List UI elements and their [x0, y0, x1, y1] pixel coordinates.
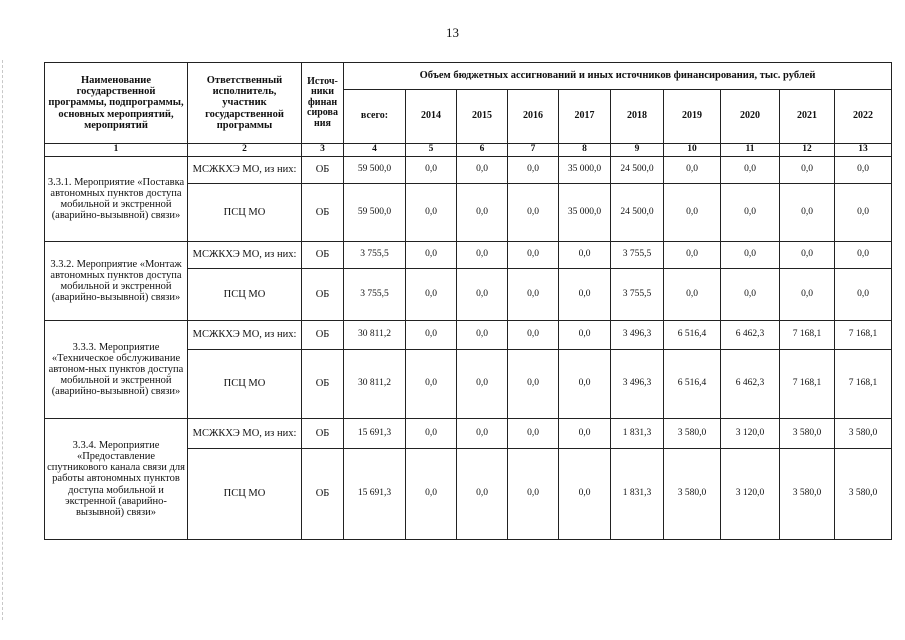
year-value-cell: 3 580,0: [780, 419, 835, 449]
header-year: 2016: [508, 90, 559, 144]
year-value-cell: 0,0: [721, 157, 780, 184]
year-value-cell: 3 580,0: [664, 449, 721, 540]
year-value-cell: 3 120,0: [721, 449, 780, 540]
column-number: 12: [780, 144, 835, 157]
column-number: 13: [835, 144, 892, 157]
year-value-cell: 3 580,0: [835, 419, 892, 449]
year-value-cell: 0,0: [559, 269, 611, 321]
column-number: 7: [508, 144, 559, 157]
year-value-cell: 0,0: [664, 157, 721, 184]
table-row: [45, 242, 892, 269]
executor-cell: ПСЦ МО: [188, 184, 302, 242]
executor-cell: ПСЦ МО: [188, 269, 302, 321]
year-value-cell: 0,0: [457, 350, 508, 419]
year-value-cell: 0,0: [406, 269, 457, 321]
header-year: 2017: [559, 90, 611, 144]
year-value-cell: 7 168,1: [835, 321, 892, 350]
year-value-cell: 0,0: [508, 321, 559, 350]
year-value-cell: 0,0: [457, 242, 508, 269]
year-value-cell: 0,0: [559, 419, 611, 449]
year-value-cell: 0,0: [406, 321, 457, 350]
year-value-cell: 0,0: [457, 184, 508, 242]
year-value-cell: 35 000,0: [559, 184, 611, 242]
header-name: Наименование государственной программы, подпрограммы, основных мероприятий, мероприятий: [45, 63, 188, 144]
year-value-cell: 6 462,3: [721, 350, 780, 419]
year-value-cell: 0,0: [559, 449, 611, 540]
year-value-cell: 0,0: [406, 350, 457, 419]
year-value-cell: 0,0: [457, 419, 508, 449]
year-value-cell: 0,0: [664, 269, 721, 321]
page-number: 13: [446, 25, 459, 40]
year-value-cell: 0,0: [780, 242, 835, 269]
header-year: 2019: [664, 90, 721, 144]
source-cell: ОБ: [302, 242, 344, 269]
total-cell: 3 755,5: [344, 242, 406, 269]
table-header: [45, 63, 892, 157]
table-row: [45, 157, 892, 184]
year-value-cell: 0,0: [780, 269, 835, 321]
source-cell: ОБ: [302, 419, 344, 449]
source-cell: ОБ: [302, 449, 344, 540]
year-value-cell: 3 755,5: [611, 242, 664, 269]
column-number: 6: [457, 144, 508, 157]
year-value-cell: 24 500,0: [611, 184, 664, 242]
table-row: [45, 419, 892, 449]
header-year: 2018: [611, 90, 664, 144]
year-value-cell: 0,0: [664, 242, 721, 269]
executor-cell: МСЖКХЭ МО, из них:: [188, 321, 302, 350]
total-cell: 59 500,0: [344, 157, 406, 184]
executor-cell: МСЖКХЭ МО, из них:: [188, 419, 302, 449]
activity-name: 3.3.3. Мероприятие «Техническое обслуживание автоном-ных пунктов доступа мобильной и экстренной (аварийно-вызывной) связи»: [45, 321, 188, 419]
activity-name: 3.3.1. Мероприятие «Поставка автономных пунктов доступа мобильной и экстренной (аварийно-вызывной) связи»: [45, 157, 188, 242]
year-value-cell: 3 580,0: [664, 419, 721, 449]
year-value-cell: 7 168,1: [835, 350, 892, 419]
year-value-cell: 0,0: [457, 321, 508, 350]
table-body: [45, 157, 892, 540]
year-value-cell: 3 120,0: [721, 419, 780, 449]
header-year: 2015: [457, 90, 508, 144]
column-number: 2: [188, 144, 302, 157]
year-value-cell: 0,0: [780, 184, 835, 242]
source-cell: ОБ: [302, 157, 344, 184]
activity-name: 3.3.2. Мероприятие «Монтаж автономных пунктов доступа мобильной и экстренной (аварийно-вызывной) связи»: [45, 242, 188, 321]
header-volume: Объем бюджетных ассигнований и иных источников финансирования, тыс. рублей: [344, 63, 892, 90]
column-number: 11: [721, 144, 780, 157]
year-value-cell: 0,0: [721, 269, 780, 321]
year-value-cell: 7 168,1: [780, 350, 835, 419]
year-value-cell: 0,0: [508, 242, 559, 269]
header-year: 2014: [406, 90, 457, 144]
year-value-cell: 0,0: [406, 242, 457, 269]
year-value-cell: 0,0: [406, 157, 457, 184]
year-value-cell: 1 831,3: [611, 419, 664, 449]
year-value-cell: 0,0: [508, 184, 559, 242]
source-cell: ОБ: [302, 321, 344, 350]
year-value-cell: 0,0: [508, 419, 559, 449]
column-number: 4: [344, 144, 406, 157]
year-value-cell: 0,0: [508, 449, 559, 540]
column-number: 1: [45, 144, 188, 157]
total-cell: 15 691,3: [344, 449, 406, 540]
column-number: 9: [611, 144, 664, 157]
column-number: 5: [406, 144, 457, 157]
year-value-cell: 0,0: [721, 184, 780, 242]
total-cell: 59 500,0: [344, 184, 406, 242]
year-value-cell: 0,0: [406, 419, 457, 449]
year-value-cell: 7 168,1: [780, 321, 835, 350]
year-value-cell: 0,0: [664, 184, 721, 242]
year-value-cell: 0,0: [406, 449, 457, 540]
year-value-cell: 6 462,3: [721, 321, 780, 350]
year-value-cell: 0,0: [457, 449, 508, 540]
header-source: Источ-ники финан сирова ния: [302, 63, 344, 144]
year-value-cell: 3 755,5: [611, 269, 664, 321]
header-executor: Ответственный исполнитель, участник государственной программы: [188, 63, 302, 144]
source-cell: ОБ: [302, 350, 344, 419]
header-year: 2022: [835, 90, 892, 144]
executor-cell: МСЖКХЭ МО, из них:: [188, 242, 302, 269]
year-value-cell: 24 500,0: [611, 157, 664, 184]
header-year: 2020: [721, 90, 780, 144]
year-value-cell: 6 516,4: [664, 350, 721, 419]
year-value-cell: 35 000,0: [559, 157, 611, 184]
year-value-cell: 3 580,0: [835, 449, 892, 540]
column-numbers-row: [45, 144, 892, 157]
year-value-cell: 0,0: [508, 157, 559, 184]
year-value-cell: 6 516,4: [664, 321, 721, 350]
year-value-cell: 0,0: [835, 157, 892, 184]
executor-cell: ПСЦ МО: [188, 350, 302, 419]
source-cell: ОБ: [302, 184, 344, 242]
year-value-cell: 1 831,3: [611, 449, 664, 540]
executor-cell: МСЖКХЭ МО, из них:: [188, 157, 302, 184]
column-number: 3: [302, 144, 344, 157]
year-value-cell: 0,0: [835, 184, 892, 242]
header-year: 2021: [780, 90, 835, 144]
year-value-cell: 0,0: [559, 242, 611, 269]
year-value-cell: 0,0: [406, 184, 457, 242]
total-cell: 30 811,2: [344, 350, 406, 419]
year-value-cell: 0,0: [508, 350, 559, 419]
total-cell: 30 811,2: [344, 321, 406, 350]
year-value-cell: 0,0: [457, 157, 508, 184]
header-total: всего:: [344, 90, 406, 144]
year-value-cell: 3 496,3: [611, 321, 664, 350]
table-row: [45, 321, 892, 350]
executor-cell: ПСЦ МО: [188, 449, 302, 540]
year-value-cell: 3 580,0: [780, 449, 835, 540]
year-value-cell: 0,0: [780, 157, 835, 184]
total-cell: 15 691,3: [344, 419, 406, 449]
year-value-cell: 0,0: [721, 242, 780, 269]
year-value-cell: 0,0: [559, 321, 611, 350]
year-value-cell: 0,0: [508, 269, 559, 321]
scan-margin-line: [2, 60, 3, 620]
year-value-cell: 3 496,3: [611, 350, 664, 419]
budget-table: [44, 62, 892, 540]
year-value-cell: 0,0: [559, 350, 611, 419]
total-cell: 3 755,5: [344, 269, 406, 321]
column-number: 10: [664, 144, 721, 157]
year-value-cell: 0,0: [835, 269, 892, 321]
year-value-cell: 0,0: [835, 242, 892, 269]
year-value-cell: 0,0: [457, 269, 508, 321]
column-number: 8: [559, 144, 611, 157]
source-cell: ОБ: [302, 269, 344, 321]
activity-name: 3.3.4. Мероприятие «Предоставление спутникового канала связи для работы автономных пунктов доступа мобильной и экстренной (аварийно-вызывной) связи»: [45, 419, 188, 540]
